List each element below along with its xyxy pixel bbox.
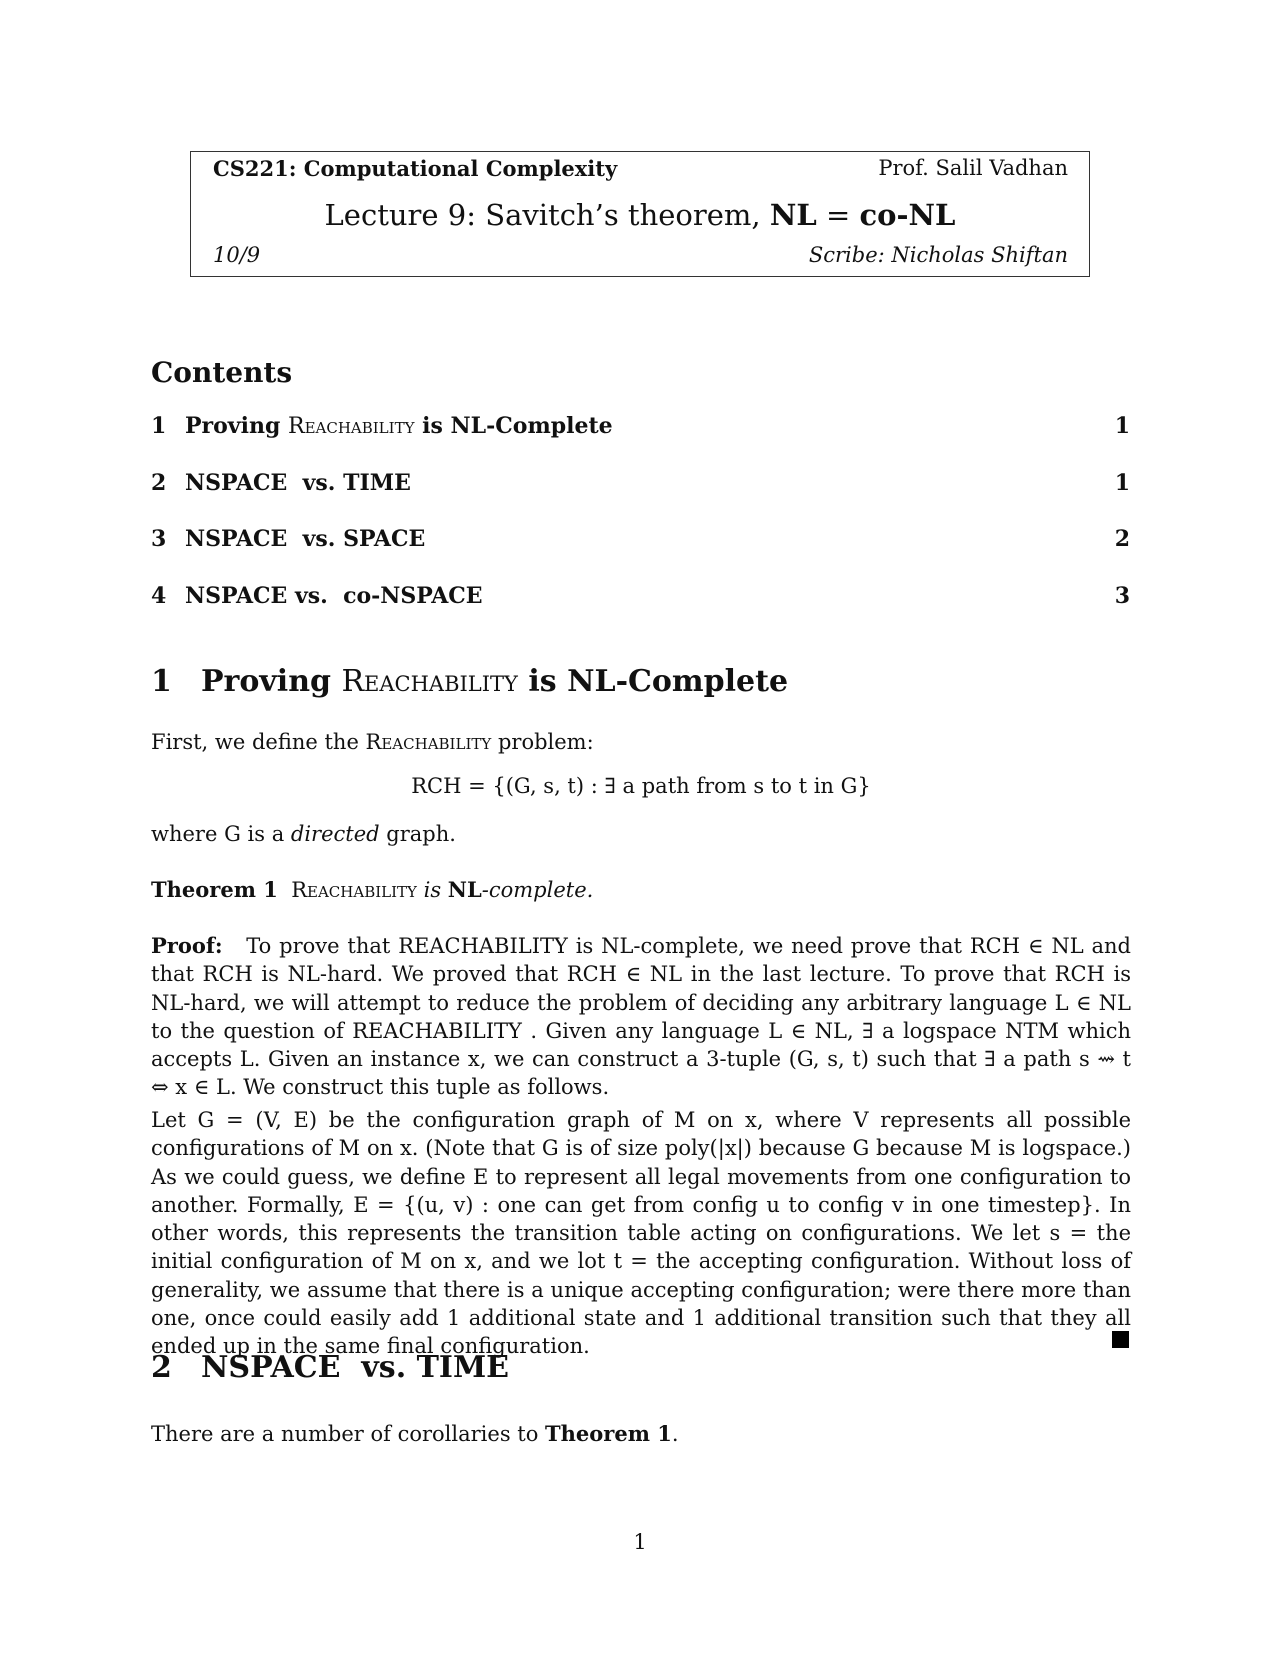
- toc-entry[interactable]: 3 NSPACE vs. SPACE 2: [151, 526, 1130, 552]
- toc-entry[interactable]: 2 NSPACE vs. TIME 1: [151, 470, 1130, 496]
- contents-heading: Contents: [151, 356, 293, 389]
- section-1-heading: 1 Proving Reachability is NL-Complete: [151, 664, 789, 699]
- toc-entry[interactable]: 4 NSPACE vs. co-NSPACE 3: [151, 583, 1130, 609]
- rch-definition-equation: RCH = {(G, s, t) : ∃ a path from s to t in G}: [411, 774, 871, 798]
- lecture-header-box: [190, 151, 1090, 277]
- qed-square-icon: [1112, 1331, 1129, 1348]
- directed-graph-note: where G is a directed graph.: [151, 822, 456, 846]
- toc-entry[interactable]: 1 Proving Reachability is NL-Complete 1: [151, 413, 1130, 439]
- section-2-heading: 2 NSPACE vs. TIME: [151, 1350, 510, 1385]
- scribe-name: Scribe: Nicholas Shiftan: [808, 243, 1068, 267]
- professor-name: Prof. Salil Vadhan: [878, 156, 1068, 180]
- configuration-graph-paragraph: Let G = (V, E) be the configuration graph of M on x, where V represents all possible configurations of M on x. (Note that G is of size poly(|x|) because G because M is logspace.) As we could guess, we define E to represent all legal movements from one configuration to another. Formally, E = {(u, v) : one can get from config u to config v in one timestep}. In other words, this represents the transition table acting on configurations. We let s = the initial configuration of M on x, and we lot t = the accepting configuration. Without loss of generality, we assume that there is a unique accepting configuration; were there more than one, once could easily add 1 additional state and 1 additional transition such that they all ended up in the same final configuration.: [151, 1108, 1131, 1359]
- proof-paragraph: Proof: To prove that REACHABILITY is NL-complete, we need prove that RCH ∈ NL and that RCH is NL-hard. We proved that RCH ∈ NL in the last lecture. To prove that RCH is NL-hard, we will attempt to reduce the problem of deciding any arbitrary language L ∈ NL to the question of REACHABILITY . Given any language L ∈ NL, ∃ a logspace NTM which accepts L. Given an instance x, we can construct a 3-tuple (G, s, t) such that ∃ a path s ⇝ t ⇔ x ∈ L. We construct this tuple as follows.: [151, 933, 1131, 1100]
- course-name: CS221: Computational Complexity: [213, 156, 618, 181]
- section-1-intro: First, we define the Reachability problem:: [151, 730, 594, 754]
- lecture-date: 10/9: [213, 243, 261, 267]
- theorem-1-statement: Theorem 1 Reachability is NL-complete.: [151, 877, 594, 902]
- section-2-intro: There are a number of corollaries to Theorem 1.: [151, 1421, 679, 1446]
- lecture-title: Lecture 9: Savitch’s theorem, NL = co-NL: [324, 198, 956, 232]
- page-number: 1: [633, 1530, 647, 1554]
